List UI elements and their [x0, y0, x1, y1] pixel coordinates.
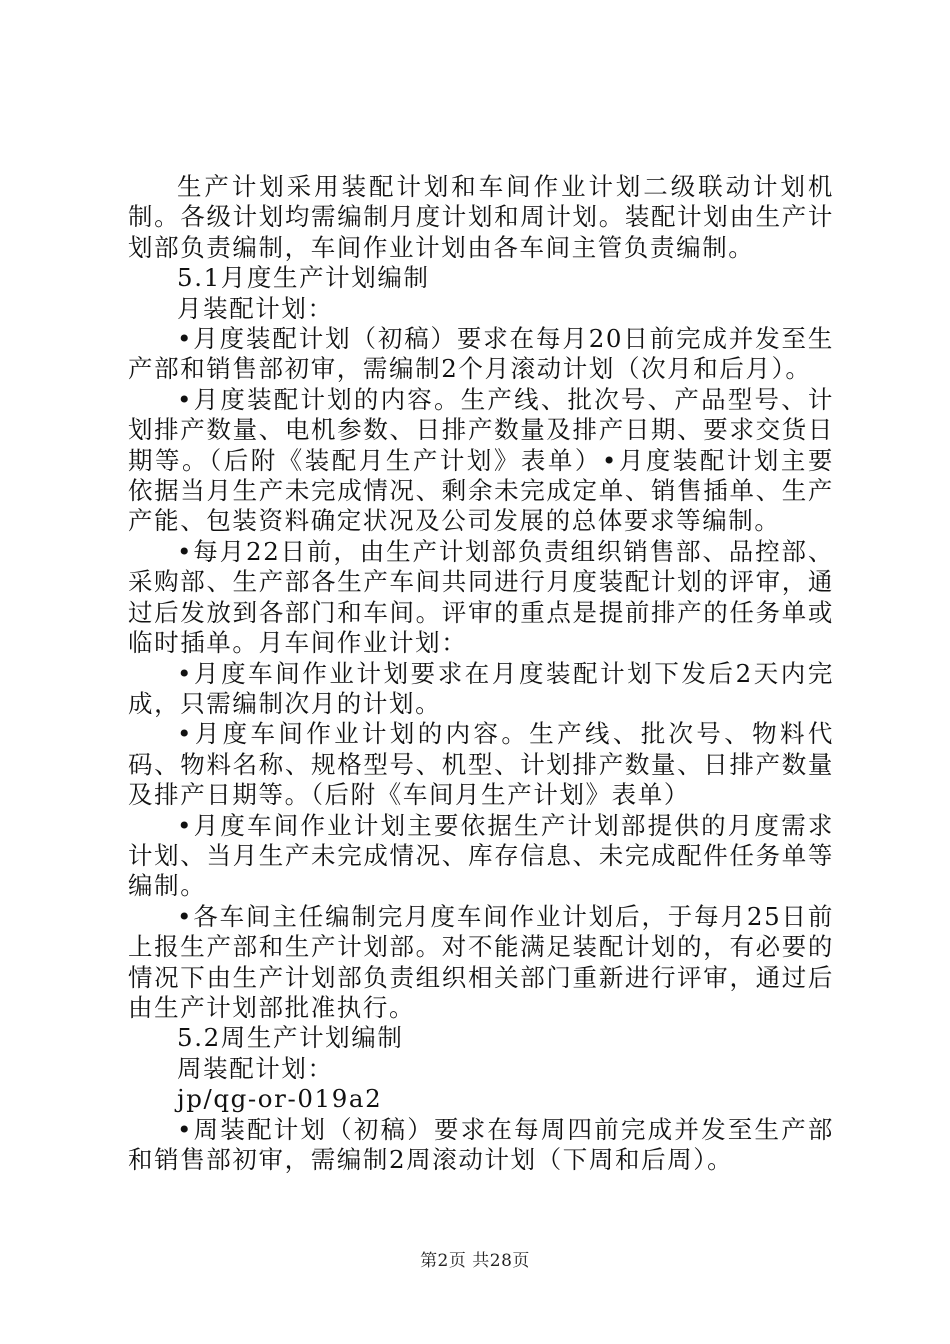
subheading-monthly-assembly-plan: 月装配计划： — [177, 293, 334, 323]
paragraph-bullet: •每月22日前，由生产计划部负责组织销售部、品控部、采购部、生产部各生产车间共同进行月度装配计划的评审，通过后发放到各部门和车间。评审的重点是提前排产的任务单或临时插单。月车间作业计划： — [128, 536, 834, 658]
paragraph-bullet: •各车间主任编制完月度车间作业计划后，于每月25日前上报生产部和生产计划部。对不能满足装配计划的，有必要的情况下由生产计划部负责组织相关部门重新进行评审，通过后由生产计划部批准执行。 — [128, 901, 834, 1022]
paragraph-bullet: •月度装配计划的内容。生产线、批次号、产品型号、计划排产数量、电机参数、日排产数量及排产日期、要求交货日期等。（后附《装配月生产计划》表单）•月度装配计划主要依据当月生产未完成情况、剩余未完成定单、销售插单、生产产能、包装资料确定状况及公司发展的总体要求等编制。 — [128, 384, 834, 536]
page-footer: 第2页 共28页 — [420, 1251, 530, 1271]
paragraph-intro: 生产计划采用装配计划和车间作业计划二级联动计划机制。各级计划均需编制月度计划和周计划。装配计划由生产计划部负责编制，车间作业计划由各车间主管负责编制。 — [128, 172, 834, 262]
paragraph-bullet: •月度装配计划（初稿）要求在每月20日前完成并发至生产部和销售部初审，需编制2个月滚动计划（次月和后月）。 — [128, 324, 834, 384]
section-heading-5-2: 5.2周生产计划编制 — [177, 1023, 404, 1053]
paragraph-bullet: •周装配计划（初稿）要求在每周四前完成并发至生产部和销售部初审，需编制2周滚动计划（下周和后周）。 — [128, 1114, 834, 1174]
paragraph-bullet: •月度车间作业计划的内容。生产线、批次号、物料代码、物料名称、规格型号、机型、计划排产数量、日排产数量及排产日期等。（后附《车间月生产计划》表单） — [128, 719, 834, 810]
paragraph-bullet: •月度车间作业计划要求在月度装配计划下发后2天内完成，只需编制次月的计划。 — [128, 658, 834, 718]
subheading-weekly-assembly-plan: 周装配计划： — [177, 1053, 334, 1083]
document-body — [128, 172, 834, 1175]
paragraph-bullet: •月度车间作业计划主要依据生产计划部提供的月度需求计划、当月生产未完成情况、库存信息、未完成配件任务单等编制。 — [128, 810, 834, 901]
section-heading-5-1: 5.1月度生产计划编制 — [177, 263, 430, 293]
document-code: jp/qg-or-019a2 — [177, 1084, 383, 1114]
